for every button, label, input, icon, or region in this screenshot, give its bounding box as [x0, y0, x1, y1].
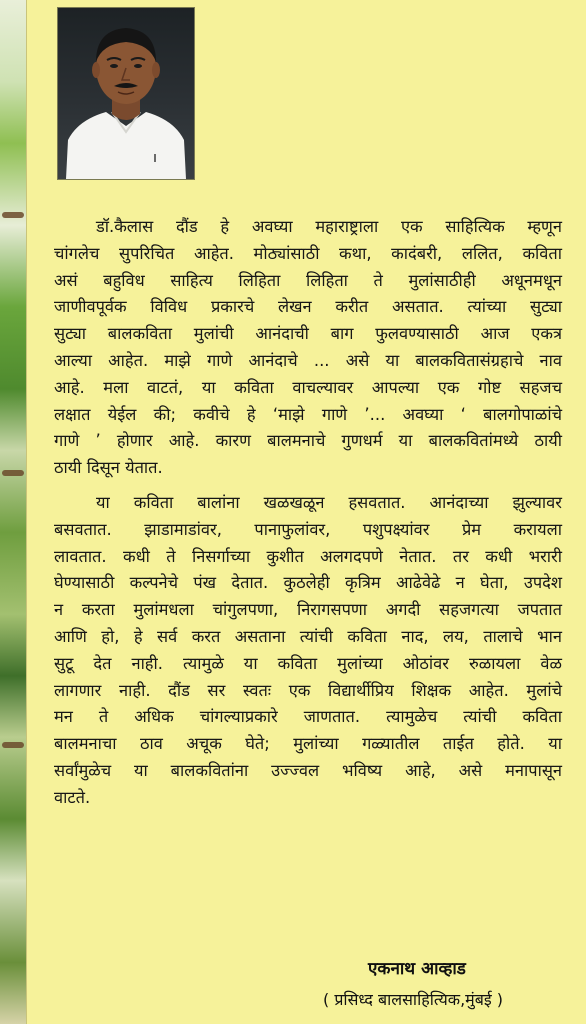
- text-line: सर्वांमुळेच या बालकवितांना उज्ज्वल भविष्य आहे, असे मनापासून: [54, 760, 562, 780]
- foreword-text: [54, 214, 562, 812]
- text-line: चांगलेच सुपरिचित आहेत. मोठ्यांसाठी कथा, कादंबरी, ललित, कविता: [54, 243, 562, 263]
- decorative-tree-strip: [0, 0, 27, 1024]
- text-line: लागणार नाही. दौंड सर स्वतः एक विद्यार्थीप्रिय शिक्षक आहेत. मुलांचे: [54, 680, 562, 700]
- text-line: न करता मुलांमधला चांगुलपणा, निरागसपणा अगदी सहजगत्या जपतात: [54, 600, 562, 620]
- text-line: मन ते अधिक चांगल्याप्रकारे जाणतात. त्यामुळेच त्यांची कविता: [54, 707, 562, 727]
- text-line: जाणीवपूर्वक विविध प्रकारचे लेखन करीत असतात. त्यांच्या सुट्या: [54, 297, 562, 317]
- bark-mark: [2, 212, 24, 218]
- text-line: लावतात. कधी ते निसर्गाच्या कुशीत अलगदपणे नेतात. तर कधी भरारी: [54, 546, 562, 566]
- text-line: आहे. मला वाटतं, या कविता वाचल्यावर आपल्या एक गोष्ट सहजच: [54, 377, 562, 397]
- text-line: बसवतात. झाडामाडांवर, पानाफुलांवर, पशुपक्ष्यांवर प्रेम करायला: [54, 519, 562, 539]
- author-portrait-photo: [57, 7, 195, 180]
- text-line: ठायी दिसून येतात.: [54, 458, 163, 478]
- text-line: बालमनाचा ठाव अचूक घेते; मुलांच्या गळ्यातील ताईत होते. या: [54, 734, 562, 754]
- bark-mark: [2, 742, 24, 748]
- text-line: आल्या आहेत. माझे गाणे आनंदाचे ... असे या बालकवितासंग्रहाचे नाव: [54, 350, 562, 370]
- text-line: गाणे ’ होणार आहे. कारण बालमनाचे गुणधर्म या बालकवितांमध्ये ठायी: [54, 431, 562, 451]
- signature-name: एकनाथ आव्हाड: [368, 959, 466, 979]
- portrait-illustration: [58, 8, 194, 179]
- paragraph: [54, 214, 562, 482]
- text-line: सुटू देत नाही. त्यामुळे या कविता मुलांच्या ओठांवर रुळायला वेळ: [54, 653, 562, 673]
- text-line: सुट्या बालकविता मुलांची आनंदाची बाग फुलवण्यासाठी आज एकत्र: [54, 324, 562, 344]
- text-line: आणि हो, हे सर्व करत असताना त्यांची कविता नाद, लय, तालाचे भान: [54, 626, 562, 646]
- signature-role: ( प्रसिध्द बालसाहित्यिक,मुंबई ): [323, 990, 504, 1009]
- text-line: या कविता बालांना खळखळून हसवतात. आनंदाच्या झुल्यावर: [96, 492, 562, 512]
- text-line: घेण्यासाठी कल्पनेचे पंख देतात. कुठलेही कृत्रिम आढेवेढे न घेता, उपदेश: [54, 573, 562, 593]
- text-line: वाटते.: [54, 787, 91, 807]
- bark-mark: [2, 470, 24, 476]
- text-line: लक्षात येईल की; कवीचे हे ‘माझे गाणे ’... अवघ्या ‘ बालगोपाळांचे: [54, 404, 562, 424]
- text-line: डॉ.कैलास दौंड हे अवघ्या महाराष्ट्राला एक साहित्यिक म्हणून: [96, 217, 562, 236]
- text-line: असं बहुविध साहित्य लिहिता लिहिता ते मुलांसाठीही अधूनमधून: [54, 270, 562, 290]
- paragraph: [54, 490, 562, 812]
